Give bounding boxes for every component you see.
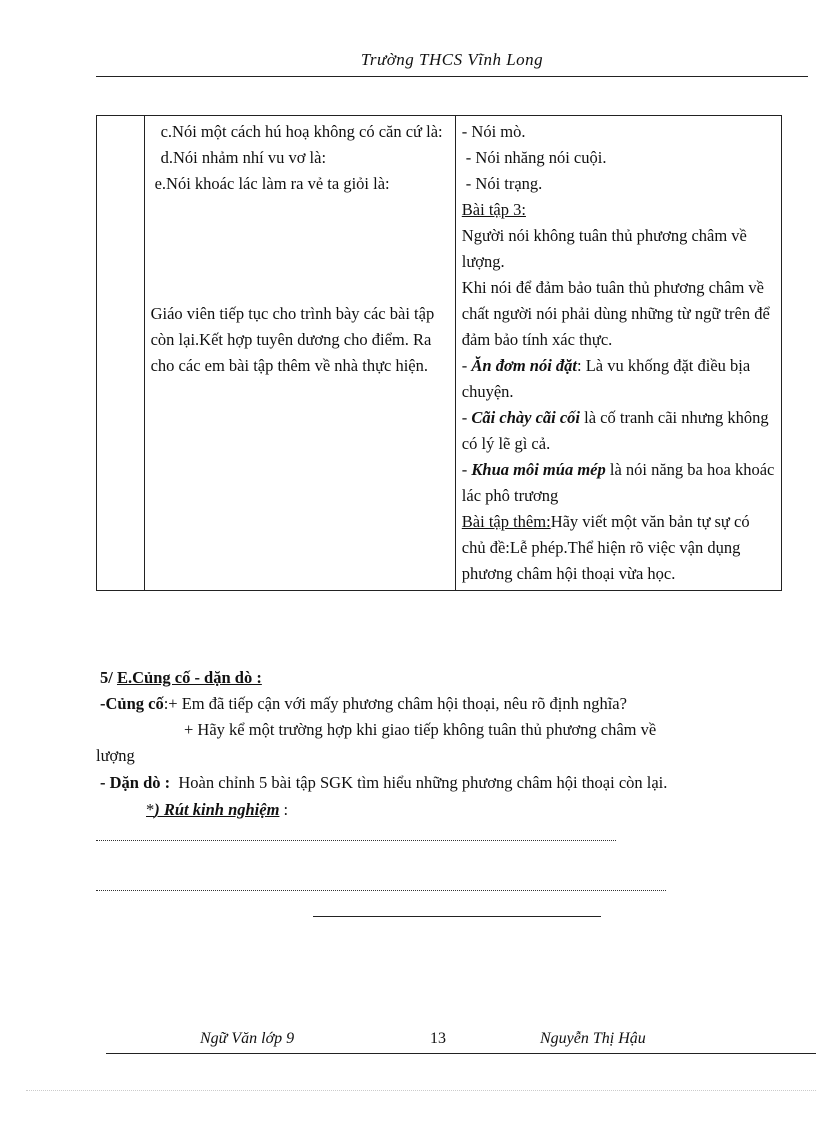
- item-e: e.Nói khoác lác làm ra vẻ ta giỏi là:: [154, 174, 390, 193]
- item-d: d.Nói nhảm nhí vu vơ là:: [160, 148, 327, 167]
- cungco-text-2b: lượng: [96, 746, 135, 765]
- answer-c: - Nói mò.: [461, 122, 526, 141]
- exercise-3-para-1: Người nói không tuân thủ phương châm về lượng.: [461, 226, 747, 271]
- section-number: 5/: [100, 668, 113, 687]
- page-header-school: Trường THCS Vĩnh Long: [360, 50, 544, 69]
- notes-dotted-line: [96, 890, 666, 891]
- page-bottom-dots: [26, 1090, 816, 1091]
- rut-kinh-nghiem: [146, 797, 816, 823]
- section-heading: [100, 665, 790, 691]
- rut-heading: [146, 800, 279, 819]
- idiom-item: - Khua môi múa mép là nói năng ba hoa khoác lác phô trương: [461, 460, 775, 505]
- idiom-term: Ăn đơm nói đặt: [471, 356, 577, 375]
- footer-page-number: 13: [430, 1030, 446, 1047]
- rut-title: ) Rút kinh nghiệm: [154, 800, 280, 819]
- dando-label: - Dặn dò :: [100, 773, 171, 792]
- idiom-definition: : Là vu khống đặt điều bịa chuyện.: [461, 356, 751, 401]
- header-rule: [96, 76, 808, 77]
- answer-d: - Nói nhăng nói cuội.: [465, 148, 607, 167]
- idiom-definition: là cố tranh cãi nhưng không có lý lẽ gì cả.: [461, 408, 769, 453]
- dando-text: Hoàn chỉnh 5 bài tập SGK tìm hiểu những phương châm hội thoại còn lại.: [178, 773, 668, 792]
- lesson-table: [96, 115, 782, 591]
- notes-dotted-line: [96, 840, 616, 841]
- dando-line: [100, 770, 790, 796]
- idiom-item: - Cãi chày cãi cối là cố tranh cãi nhưng không có lý lẽ gì cả.: [461, 408, 769, 453]
- cungco-text-1: :+ Em đã tiếp cận với mấy phương châm hội thoại, nêu rõ định nghĩa?: [163, 694, 627, 713]
- end-rule: [313, 916, 601, 917]
- exercise-3-para-2: Khi nói để đảm bảo tuân thủ phương châm về chất người nói phải dùng những từ ngữ trên để đảm bảo tính xác thực.: [461, 278, 770, 349]
- table-cell-empty: [97, 116, 145, 591]
- rut-colon: :: [279, 800, 289, 819]
- idiom-definition: là nói năng ba hoa khoác lác phô trương: [461, 460, 775, 505]
- spacer: [151, 197, 449, 249]
- extra-exercise-title: Bài tập thêm:: [461, 512, 551, 531]
- cungco-label: -Củng cố: [100, 694, 164, 713]
- table-row: [97, 116, 782, 591]
- extra-exercise: [462, 509, 775, 587]
- footer-subject: Ngữ Văn lớp 9: [200, 1030, 295, 1047]
- cungco-text-2: + Hãy kể một trường hợp khi giao tiếp không tuân thủ phương châm về: [184, 720, 657, 739]
- idiom-term: Khua môi múa mép: [471, 460, 606, 479]
- exercise-3-title: Bài tập 3:: [461, 200, 526, 219]
- cungco-line-1: [100, 691, 790, 717]
- idiom-item: - Ăn đơm nói đặt: Là vu khống đặt điều bịa chuyện.: [461, 356, 751, 401]
- idiom-term: Cãi chày cãi cối: [471, 408, 581, 427]
- section-title: E.Củng cố - dặn dò :: [116, 668, 262, 687]
- table-cell-teacher-activity: [144, 116, 455, 591]
- footer-rule: [106, 1053, 816, 1054]
- teacher-note: Giáo viên tiếp tục cho trình bày các bài tập còn lại.Kết hợp tuyên dương cho điểm. Ra cho các em bài tập thêm về nhà thực hiện.: [150, 304, 435, 375]
- extra-exercise-text: Hãy viết một văn bản tự sự có chủ đề:Lễ phép.Thể hiện rõ việc vận dụng phương châm hội thoại vừa học.: [461, 512, 750, 583]
- rut-prefix: *: [146, 800, 155, 819]
- spacer: [151, 249, 449, 301]
- footer-author: Nguyễn Thị Hậu: [540, 1030, 646, 1047]
- answer-e: - Nói trạng.: [465, 174, 543, 193]
- item-c: c.Nói một cách hú hoạ không có căn cứ là:: [160, 122, 443, 141]
- table-cell-answers: [455, 116, 781, 591]
